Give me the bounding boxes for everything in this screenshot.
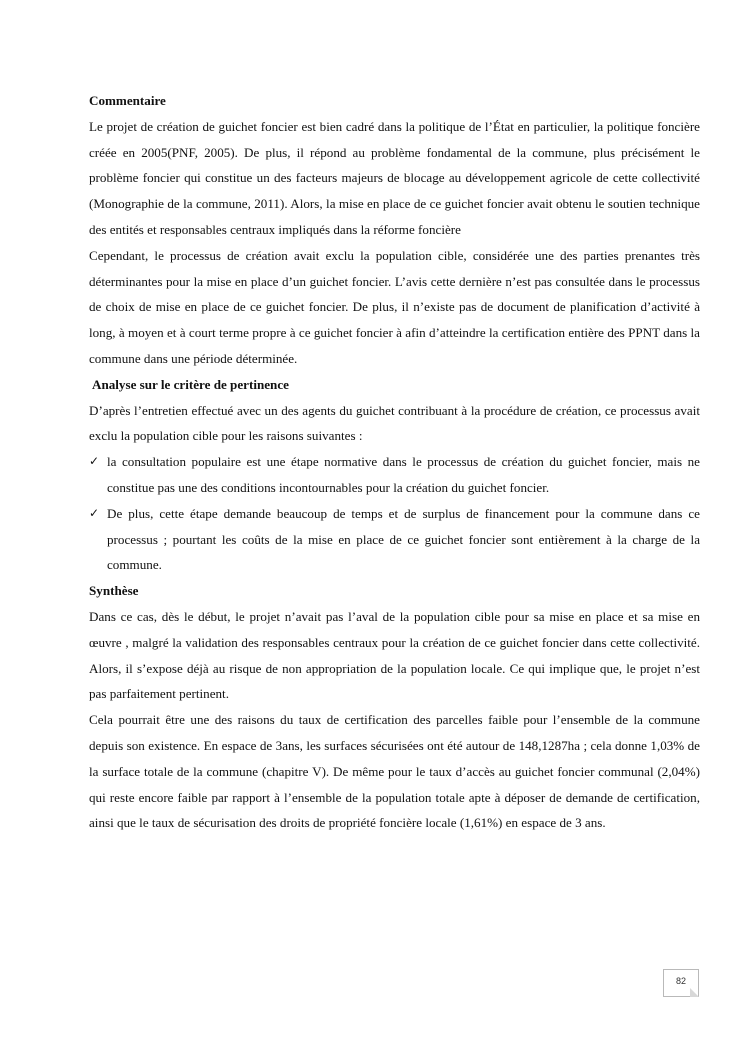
paragraph-analyse-intro: D’après l’entretien effectué avec un des agents du guichet contribuant à la procédure de création, ce processus avait exclu la population cible pour les raisons suivantes : (89, 402, 700, 444)
paragraph-synthese-1: Dans ce cas, dès le début, le projet n’avait pas l’aval de la population cible pour sa mise en place et sa mise en œuvre , malgré la validation des responsables centraux pour la création de ce guichet foncier dans cette collectivité. Alors, il s’expose déjà au risque de non appropriation de la population locale. Ce qui implique que, le projet n’est pas parfaitement pertinent. (89, 608, 700, 702)
section-heading-analyse: Analyse sur le critère de pertinence (92, 376, 289, 392)
page-fold-icon (690, 988, 699, 997)
reasons-checklist (89, 449, 700, 578)
page-number-box (663, 969, 699, 997)
section-heading-commentaire: Commentaire (89, 93, 166, 108)
paragraph-synthese-2: Cela pourrait être une des raisons du taux de certification des parcelles faible pour l’ensemble de la commune depuis son existence. En espace de 3ans, les surfaces sécurisées ont été autour de 148,1287ha ; cela donne 1,03% de la surface totale de la commune (chapitre V). De même pour le taux d’accès au guichet foncier communal (2,04%) qui reste encore faible par rapport à l’ensemble de la population totale apte à déposer de demande de certification, ainsi que le taux de sécurisation des droits de propriété foncière locale (1,61%) en espace de 3 ans. (89, 712, 700, 831)
section-heading-synthese: Synthèse (89, 583, 139, 599)
checklist-item-text: la consultation populaire est une étape normative dans le processus de création du guichet foncier, mais ne constitue pas une des conditions incontournables pour la création du guichet foncier. (107, 454, 700, 495)
document-page (89, 88, 700, 836)
checklist-item (89, 501, 700, 578)
paragraph-commentaire-1: Le projet de création de guichet foncier est bien cadré dans la politique de l’État en particulier, la politique foncière créée en 2005(PNF, 2005). De plus, il répond au problème fondamental de la commune, plus précisément le problème foncier qui constitue un des facteurs majeurs de blocage au développement agricole de cette collectivité (Monographie de la commune, 2011). Alors, la mise en place de ce guichet foncier avait obtenu le soutien technique des entités et responsables centraux impliqués dans la réforme foncière (89, 118, 700, 237)
checklist-item (89, 449, 700, 501)
page-number: 82 (675, 976, 686, 986)
checkmark-icon: ✓ (89, 505, 100, 520)
paragraph-commentaire-2: Cependant, le processus de création avait exclu la population cible, considérée une des parties prenantes très déterminantes pour la mise en place d’un guichet foncier. L’avis cette dernière n’est pas consultée dans le processus de choix de mise en place de ce guichet foncier. De plus, il n’existe pas de document de planification d’activité à long, à moyen et à court terme propre à ce guichet foncier à afin d’atteindre la certification entière des PPNT dans la commune dans une période déterminée. (89, 247, 700, 366)
checklist-item-text: De plus, cette étape demande beaucoup de temps et de surplus de financement pour la commune dans ce processus ; pourtant les coûts de la mise en place de ce guichet foncier sont entièrement à la charge de la commune. (107, 505, 700, 573)
checkmark-icon: ✓ (89, 454, 100, 469)
